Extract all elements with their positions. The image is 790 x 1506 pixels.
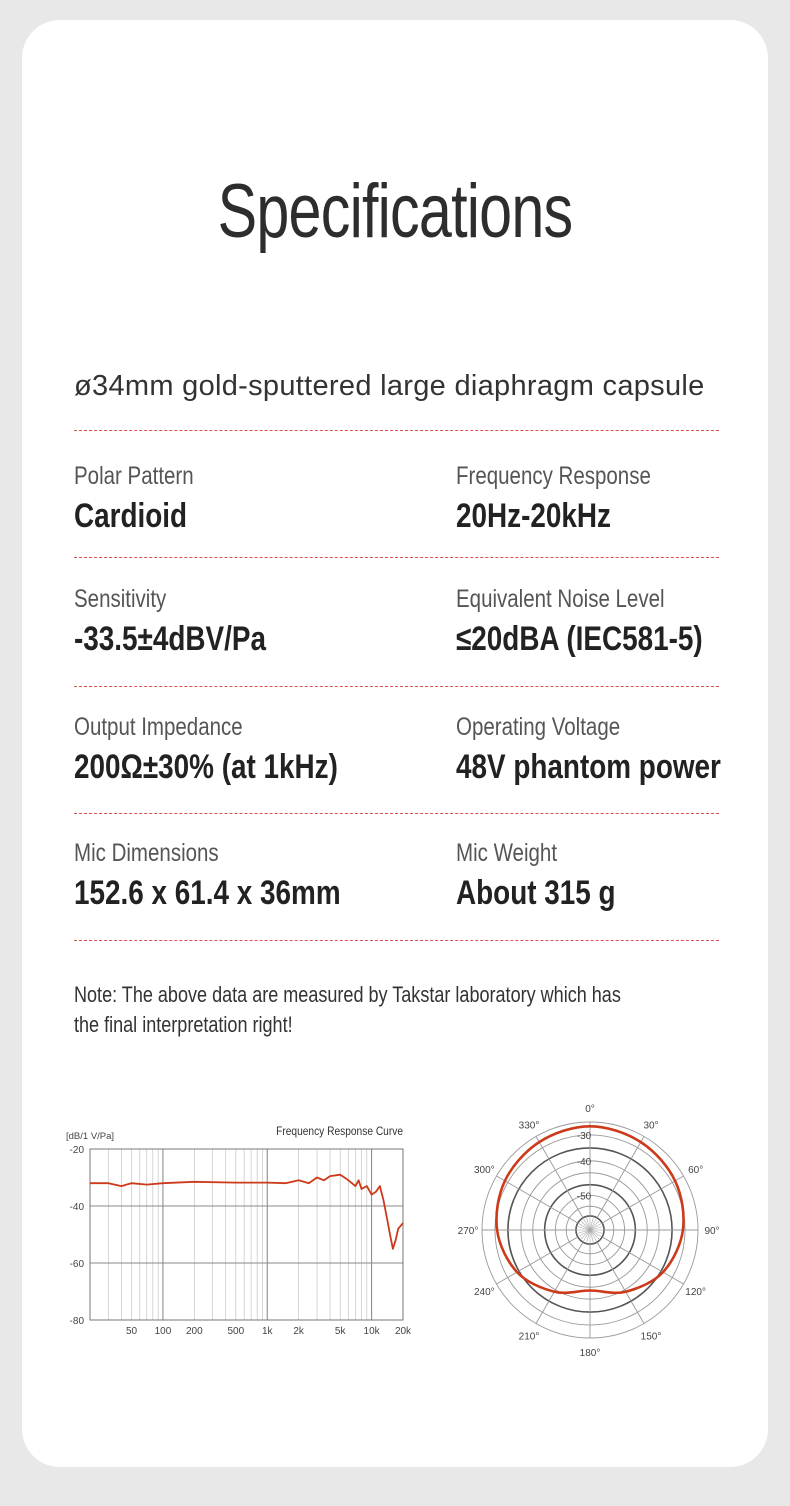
spec-output-impedance [74, 713, 394, 787]
radial-label: -30 [576, 1130, 592, 1142]
spec-label: Sensitivity [74, 585, 167, 613]
divider [74, 940, 719, 941]
divider [74, 686, 719, 687]
spec-value: Cardioid [74, 497, 188, 535]
radial-label: -40 [576, 1156, 592, 1168]
x-tick-label: 5k [334, 1326, 346, 1337]
divider [74, 813, 719, 814]
angle-label: 330° [518, 1120, 540, 1132]
spec-frequency-response [456, 462, 776, 536]
x-tick-label: 20k [394, 1326, 412, 1337]
measurement-note: Note: The above data are measured by Takstar laboratory which has the final interpretation right! [74, 982, 621, 1037]
spec-polar-pattern [74, 462, 394, 536]
spec-label: Frequency Response [456, 462, 651, 490]
x-tick-label: 500 [227, 1326, 245, 1337]
plot-frame [90, 1149, 403, 1320]
x-tick-label: 2k [293, 1326, 304, 1337]
spec-operating-voltage [456, 713, 776, 787]
capsule-description: ø34mm gold-sputtered large diaphragm capsule [74, 370, 705, 402]
spec-mic-dimensions [74, 839, 394, 913]
page-title: Specifications [217, 169, 573, 254]
spec-value: About 315 g [456, 874, 616, 912]
spec-label: Mic Weight [456, 839, 558, 867]
y-axis-label: [dB/1 V/Pa] [66, 1131, 115, 1142]
response-curve [90, 1175, 403, 1249]
angle-label: 30° [643, 1120, 659, 1132]
spec-noise-level [456, 585, 776, 659]
angle-label: 210° [518, 1331, 540, 1343]
spec-label: Mic Dimensions [74, 839, 219, 867]
polar-pattern-chart [440, 1095, 745, 1370]
divider [74, 430, 719, 431]
radial-label: -50 [576, 1191, 592, 1203]
angle-label: 90° [704, 1226, 720, 1237]
angle-label: 300° [474, 1165, 495, 1176]
spec-value: 20Hz-20kHz [456, 497, 611, 535]
spec-label: Polar Pattern [74, 462, 194, 490]
spec-value: -33.5±4dBV/Pa [74, 620, 266, 658]
frequency-response-chart [60, 1115, 415, 1345]
spec-value: 152.6 x 61.4 x 36mm [74, 874, 341, 912]
x-tick-label: 1k [261, 1326, 273, 1337]
chart-title: Frequency Response Curve [276, 1125, 403, 1139]
y-tick-label: -20 [69, 1145, 84, 1156]
spec-sensitivity [74, 585, 394, 659]
angle-label: 270° [457, 1226, 479, 1237]
x-tick-label: 100 [154, 1326, 172, 1337]
spec-label: Operating Voltage [456, 713, 621, 741]
x-tick-label: 200 [185, 1326, 203, 1337]
angle-label: 60° [688, 1165, 704, 1176]
divider [74, 557, 719, 558]
spec-value: 48V phantom power [456, 748, 721, 786]
y-tick-label: -80 [69, 1316, 84, 1327]
spec-value: ≤20dBA (IEC581-5) [456, 620, 703, 658]
x-tick-label: 50 [125, 1326, 138, 1337]
angle-label: 150° [640, 1331, 662, 1343]
spec-label: Output Impedance [74, 713, 243, 741]
spec-value: 200Ω±30% (at 1kHz) [74, 748, 338, 786]
angle-label: 180° [579, 1348, 601, 1359]
angle-label: 240° [474, 1287, 495, 1298]
spec-mic-weight [456, 839, 776, 913]
angle-label: 0° [585, 1104, 595, 1115]
angle-label: 120° [685, 1287, 706, 1298]
spec-label: Equivalent Noise Level [456, 585, 665, 613]
y-tick-label: -60 [69, 1259, 84, 1270]
x-tick-label: 10k [363, 1326, 380, 1337]
y-tick-label: -40 [69, 1202, 84, 1213]
